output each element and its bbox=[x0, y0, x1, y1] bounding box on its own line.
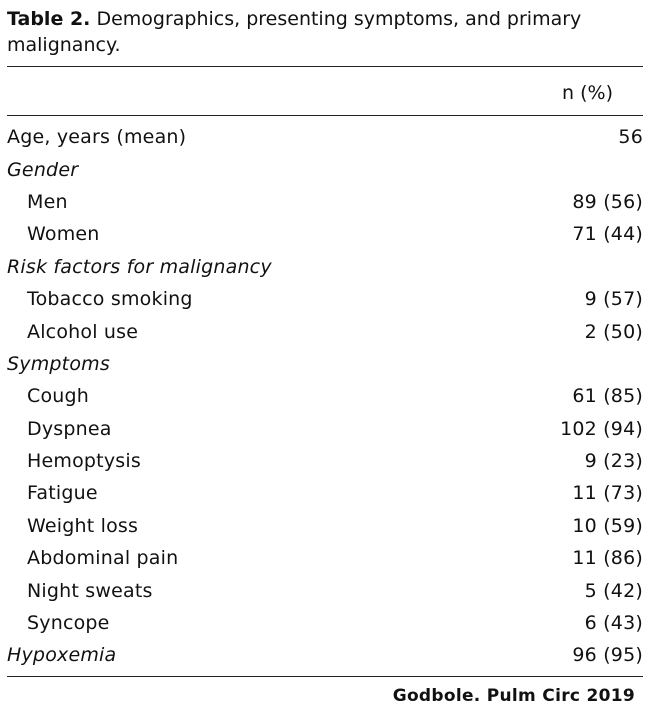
table-row bbox=[7, 251, 643, 283]
row-label: Tobacco smoking bbox=[27, 288, 193, 311]
table-row bbox=[7, 315, 643, 347]
table-row bbox=[7, 348, 643, 380]
table-row bbox=[7, 607, 643, 639]
table-body bbox=[7, 121, 643, 672]
table-row bbox=[7, 574, 643, 606]
source-citation: Godbole. Pulm Circ 2019 bbox=[392, 686, 635, 706]
row-value: 5 (42) bbox=[584, 579, 643, 602]
row-label: Risk factors for malignancy bbox=[7, 255, 272, 278]
table-caption bbox=[7, 6, 637, 58]
row-value: 9 (57) bbox=[584, 288, 643, 311]
row-value: 71 (44) bbox=[572, 223, 643, 246]
top-rule bbox=[7, 66, 643, 67]
row-value: 89 (56) bbox=[572, 190, 643, 213]
row-label: Fatigue bbox=[27, 482, 98, 505]
table-row bbox=[7, 380, 643, 412]
table-row bbox=[7, 510, 643, 542]
row-value: 96 (95) bbox=[572, 644, 643, 667]
table-title: Demographics, presenting symptoms, and primary malignancy. bbox=[7, 8, 582, 56]
row-label: Symptoms bbox=[7, 352, 110, 375]
row-label: Hemoptysis bbox=[27, 450, 141, 473]
row-label: Alcohol use bbox=[27, 320, 139, 343]
table-row bbox=[7, 542, 643, 574]
row-value: 61 (85) bbox=[572, 385, 643, 408]
table-number: Table 2. bbox=[7, 8, 91, 30]
bottom-rule bbox=[7, 676, 643, 677]
table-row bbox=[7, 477, 643, 509]
row-label: Dyspnea bbox=[27, 417, 112, 440]
header-rule bbox=[7, 115, 643, 116]
row-value: 56 bbox=[618, 126, 643, 149]
table-row bbox=[7, 153, 643, 185]
table-row bbox=[7, 639, 643, 671]
row-value: 10 (59) bbox=[572, 514, 643, 537]
row-label: Syncope bbox=[27, 612, 110, 635]
row-value: 6 (43) bbox=[584, 612, 643, 635]
row-label: Gender bbox=[7, 158, 79, 181]
table-row bbox=[7, 413, 643, 445]
row-label: Cough bbox=[27, 385, 90, 408]
table-row bbox=[7, 186, 643, 218]
row-label: Women bbox=[27, 223, 100, 246]
row-label: Hypoxemia bbox=[7, 644, 117, 667]
row-label: Men bbox=[27, 190, 68, 213]
row-value: 102 (94) bbox=[560, 417, 643, 440]
table-row bbox=[7, 121, 643, 153]
row-value: 9 (23) bbox=[584, 450, 643, 473]
row-label: Night sweats bbox=[27, 579, 153, 602]
row-value: 11 (73) bbox=[572, 482, 643, 505]
table-row bbox=[7, 218, 643, 250]
column-header: n (%) bbox=[562, 82, 613, 104]
row-label: Abdominal pain bbox=[27, 547, 179, 570]
row-value: 2 (50) bbox=[584, 320, 643, 343]
table-row bbox=[7, 283, 643, 315]
row-label: Weight loss bbox=[27, 514, 139, 537]
row-label: Age, years (mean) bbox=[7, 126, 187, 149]
row-value: 11 (86) bbox=[572, 547, 643, 570]
table-row bbox=[7, 445, 643, 477]
